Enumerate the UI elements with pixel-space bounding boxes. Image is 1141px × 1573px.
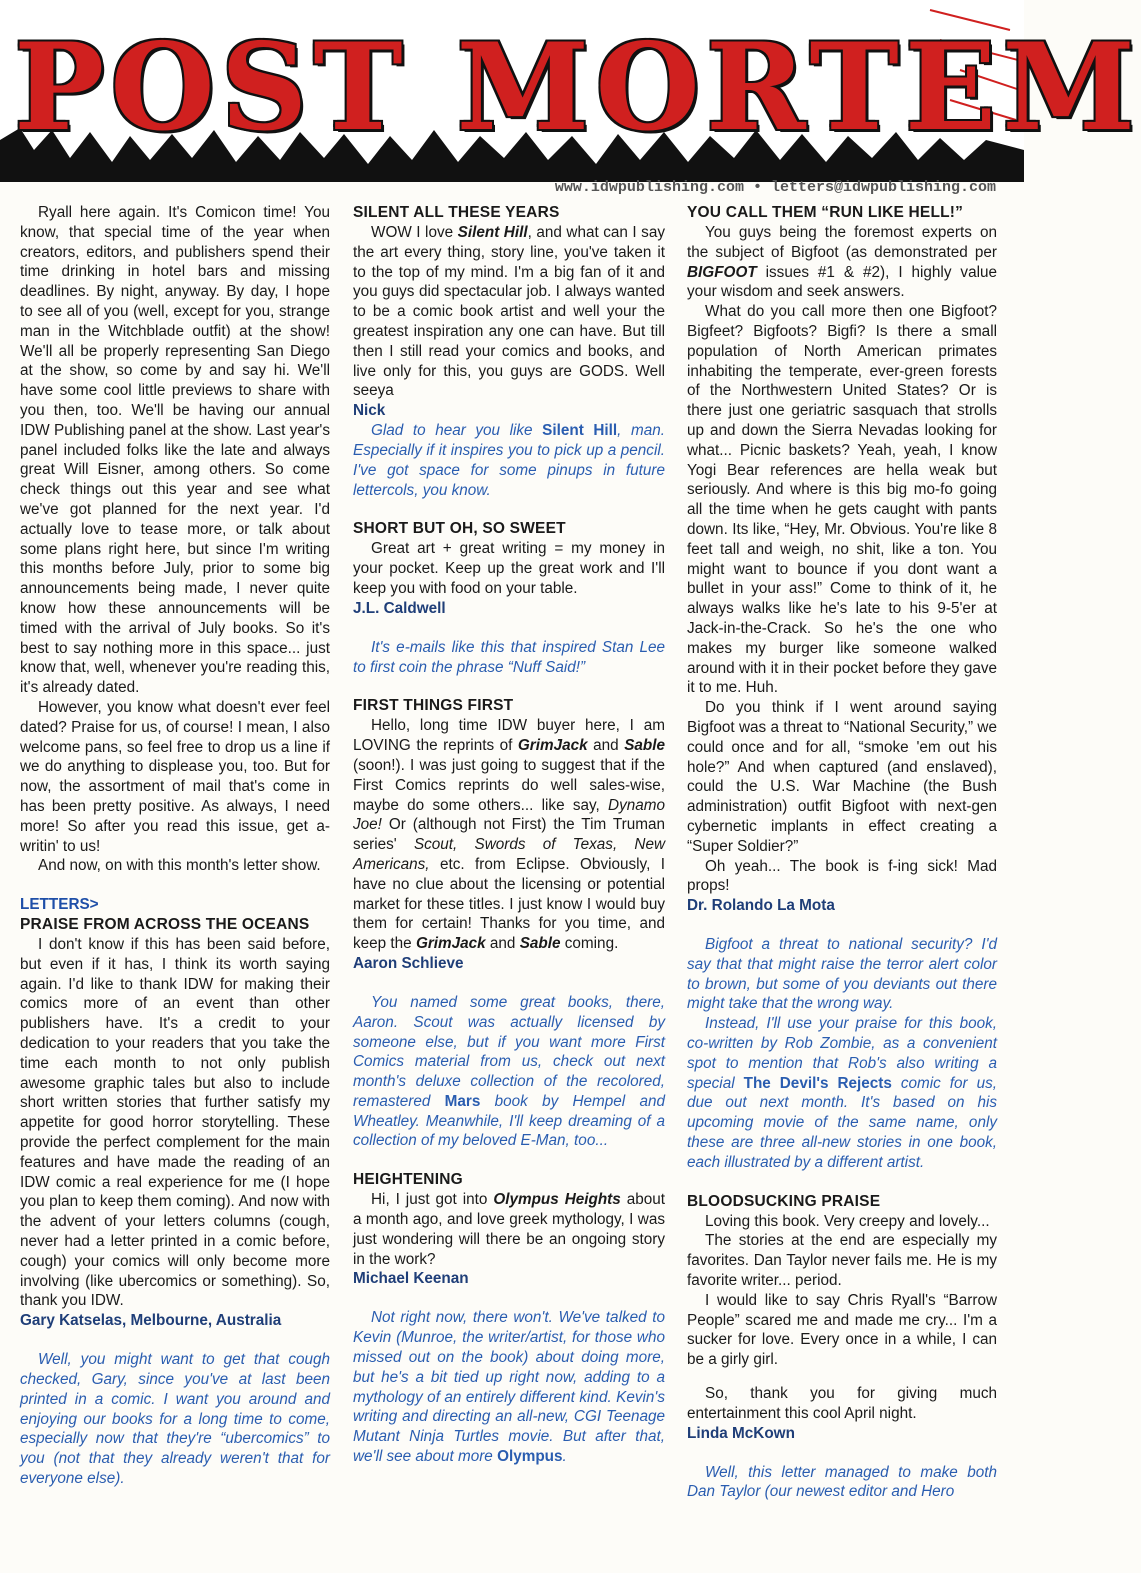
letter-body: So, thank you for giving much entertainment this cool April night. <box>687 1385 997 1422</box>
intro-paragraph: However, you know what doesn't ever feel dated? Praise for us, of course! I mean, I also welcome pans, so feel free to drop us a line if we do anything to displease you, too. But for now, the assortment of mail that's come in has been pretty positive. As always, I need more! So after you read this issue, get a-writin' to us! <box>20 698 330 855</box>
letter-body: Hello, long time IDW buyer here, I am LOVING the reprints of GrimJack and Sable (soon!). I was just going to suggest that if the First Comics reprints do well sales-wise, maybe do some others... like say, Dynamo Joe! Or (although not First) the Tim Truman series' Scout, Swords of Texas, New Americans, etc. from Eclipse. Obviously, I have no clue about the licensing or potential market for these titles. I just know I would buy them for certain! Thanks for you time, and keep the GrimJack and Sable coming. <box>353 717 665 953</box>
letter-body: Loving this book. Very creepy and lovely... <box>705 1212 990 1230</box>
letter-heading: YOU CALL THEM “RUN LIKE HELL!” <box>687 204 964 221</box>
column-3 <box>687 203 997 1502</box>
letter-heading: HEIGHTENING <box>353 1171 463 1189</box>
column-1 <box>20 203 330 1489</box>
editor-reply: Instead, I'll use your praise for this book, co-written by Rob Zombie, as a convenient spot to mention that Rob's also writing a special The Devil's Rejects comic for us, due out next month. It's based on his upcoming movie of the same name, only these are three all-new stories in one book, each illustrated by a different artist. <box>687 1015 997 1171</box>
letter-signature: Linda McKown <box>687 1424 795 1442</box>
editor-reply: Bigfoot a threat to national security? I'd say that that might raise the terror alert color to brown, but some of you deviants out there might take that the wrong way. <box>687 936 997 1013</box>
letter-body: I don't know if this has been said before, but even if it has, I think its worth saying again. I'd like to thank IDW for making their comics more of an event than other publishers have. It's a credit to your dedication to your readers that you take the time each month to not only publish awesome graphic tales but also to include short written stories that further satisfy my appetite for good horror storytelling. These provide the perfect complement for the main features and have made the reading of an IDW comic a real experience for me (I hope you plan to keep them coming). And now with the advent of your letters columns (cough, never had a letter printed in a comic before, cough) your comics will only become more involving (like ubercomics or something). So, thank you IDW. <box>20 936 330 1310</box>
editor-reply: It's e-mails like this that inspired Stan Lee to first coin the phrase “Nuff Said!” <box>353 638 665 676</box>
intro-paragraph: And now, on with this month's letter show. <box>38 857 321 875</box>
editor-reply: Well, this letter managed to make both Dan Taylor (our newest editor and Hero <box>687 1463 997 1501</box>
letter-body: Hi, I just got into Olympus Heights about a month ago, and love greek mythology, I was just wondering will there be an ongoing story in the work? <box>353 1191 666 1268</box>
letter-body: WOW I love Silent Hill, and what can I say the art every thing, story line, you've taken it to the top of my mind. I'm a big fan of it and you guys did spectacular job. I always wanted to be a comic book artist and well your the greatest inspiration any one can have. But till then I still read your comics and books, and live only for this, you guys are GODS. Well seeya <box>353 224 665 400</box>
letters-label: LETTERS> <box>20 896 99 914</box>
editor-reply: Glad to hear you like Silent Hill, man. Especially if it inspires you to pick up a pencil. I've got space for some pinups in future lettercols, you know. <box>353 422 665 499</box>
editor-reply: You named some great books, there, Aaron. Scout was actually licensed by someone else, but if you want more First Comics material from us, check out next month's deluxe collection of the recolored, remastered Mars book by Hempel and Wheatley. Meanwhile, I'll keep dreaming of a collection of my beloved E-Man, too... <box>353 993 665 1150</box>
column-2 <box>353 203 665 1467</box>
header-banner <box>0 0 1141 196</box>
editor-reply: Not right now, there won't. We've talked to Kevin (Munroe, the writer/artist, for those who missed out on the book) about doing more, but he's a bit tied up right now, adding to a mythology of an entirely different kind. Kevin's writing and directing an all-new, CGI Teenage Mutant Ninja Turtles movie. But after that, we'll see about more Olympus. <box>353 1309 665 1466</box>
letter-heading: BLOODSUCKING PRAISE <box>687 1192 881 1210</box>
editor-reply: Well, you might want to get that cough checked, Gary, since you've at last been printed in a comic. I want you around and enjoying our books for a long time to come, especially now that they're “ubercomics” to you (not that they already weren't that for everyone else). <box>20 1351 330 1488</box>
letter-heading: FIRST THINGS FIRST <box>353 697 514 715</box>
letter-body: Do you think if I went around saying Bigfoot was a threat to “National Security,” we could once and for all, “smoke 'em out his hole?” And when captured (and enslaved), could the U.S. War Machine (the Bush administration) outfit Bigfoot with next-gen cybernetic implants in effect creating a “Super Soldier?” <box>687 699 997 855</box>
letter-heading: SHORT BUT OH, SO SWEET <box>353 520 566 538</box>
contact-line: www.idwpublishing.com • letters@idwpublishing.com <box>554 179 996 196</box>
letter-signature: Nick <box>353 402 386 420</box>
intro-paragraph: Ryall here again. It's Comicon time! You know, that special time of the year when creators, editors, and publishers spend their time drinking in hotel bars and missing deadlines. By night, anyway. By day, I hope to see all of you (well, except for you, strange man in the Witchblade outfit) at the show! We'll all be properly representing San Diego at the show, so come by and say hi. We'll have some cool little previews to share with you then, too. We'll be having our annual IDW Publishing panel at the show. Last year's panel included folks like the late and always great Will Eisner, among others. So come check things out this year and see what we've got planned for the next year. I'd actually love to tease more, or talk about some plans right here, but since I'm writing this months before July, prior to some big announcements being made, I never quite know how these announcements will be timed with the arrival of July books. So it's best to say nothing more in this space... just know that, well, whenever you're reading this, it's already dated. <box>20 204 330 697</box>
page-title: POST MORTEM <box>14 17 1141 158</box>
letter-signature: Michael Keenan <box>353 1270 469 1288</box>
letter-signature: Gary Katselas, Melbourne, Australia <box>20 1312 282 1330</box>
letter-heading: PRAISE FROM ACROSS THE OCEANS <box>20 916 310 934</box>
letter-signature: J.L. Caldwell <box>353 599 446 617</box>
letter-body: What do you call more then one Bigfoot? Bigfeet? Bigfoots? Bigfi? Is there a small population of North American primates inhabiting the temperate, ever-green forests of the Northwestern United States? Or is there just one geriatric sasquach that strolls up and down the Sierra Nevadas looking for what... Picnic baskets? Yeah, yeah, I know Yogi Bear references are hella weak but seriously. And where is this big mo-fo going all the time when he gets caught with pants down. Its like, “Hey, Mr. Obvious. You're like 8 feet tall and weigh, no shit, like a ton. You might want to bounce if you dont want a bullet in your ass!” Come to think of it, he always walks like he's late to his 9-5'er at Jack-in-the-Crack. So he's the one who makes my burger like someone walked around with it in their pocket before they gave it to me. Huh. <box>687 303 997 697</box>
letter-body: The stories at the end are especially my favorites. Dan Taylor never fails me. He is my favorite writer... period. <box>687 1232 997 1290</box>
letter-body: Great art + great writing = my money in your pocket. Keep up the great work and I'll keep you with food on your table. <box>353 540 665 597</box>
letter-body: I would like to say Chris Ryall's “Barrow People” scared me and made me cry... I'm a sucker for love. Every once in a while, I can be a girly girl. <box>687 1291 997 1369</box>
letter-body: You guys being the foremost experts on the subject of Bigfoot (as demonstrated per BIGFOOT issues #1 & #2), I highly value your wisdom and seek answers. <box>687 224 997 301</box>
letter-signature: Dr. Rolando La Mota <box>687 897 835 915</box>
letter-signature: Aaron Schlieve <box>353 954 464 972</box>
letter-heading: SILENT ALL THESE YEARS <box>353 204 560 221</box>
letter-body: Oh yeah... The book is f-ing sick! Mad props! <box>687 857 997 895</box>
